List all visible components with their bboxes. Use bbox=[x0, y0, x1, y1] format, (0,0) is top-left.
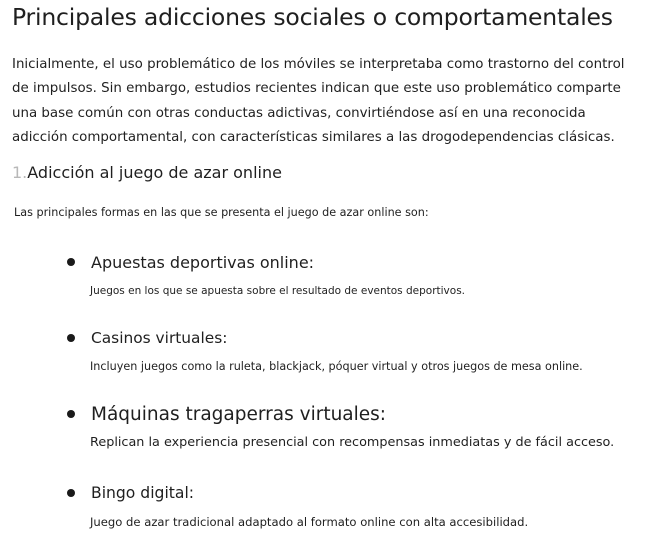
list-item-title: Máquinas tragaperras virtuales: bbox=[91, 404, 387, 425]
list-item-description: Juego de azar tradicional adaptado al formato online con alta accesibilidad. bbox=[90, 515, 529, 529]
list-item-title: Apuestas deportivas online: bbox=[91, 253, 315, 272]
list-item-description: Juegos en los que se apuesta sobre el resultado de eventos deportivos. bbox=[90, 285, 466, 297]
list-item-description: Incluyen juegos como la ruleta, blackjack, póquer virtual y otros juegos de mesa online. bbox=[90, 360, 583, 373]
list-item-title: Bingo digital: bbox=[91, 484, 195, 502]
section-heading-text: Adicción al juego de azar online bbox=[27, 163, 282, 182]
intro-paragraph: Inicialmente, el uso problemático de los móviles se interpretaba como trastorno del control de impulsos. Sin embargo, estudios recientes indican que este uso problemático comparte una base común con otras conductas adictivas, convirtiéndose así en una reconocida adicción comportamental, con características similares a las drogodependencias clásicas. bbox=[12, 57, 625, 145]
list-item-description: Replican la experiencia presencial con recompensas inmediatas y de fácil acceso. bbox=[90, 435, 615, 450]
list-item-title: Casinos virtuales: bbox=[91, 329, 228, 347]
section-lead: Las principales formas en las que se presenta el juego de azar online son: bbox=[14, 206, 429, 219]
bullet-icon bbox=[67, 258, 75, 266]
bullet-icon bbox=[67, 489, 75, 497]
section-heading bbox=[12, 163, 282, 182]
bullet-icon bbox=[67, 410, 75, 418]
page-title: Principales adicciones sociales o comportamentales bbox=[12, 3, 613, 31]
section-number: 1. bbox=[12, 163, 28, 182]
bullet-icon bbox=[67, 334, 75, 342]
